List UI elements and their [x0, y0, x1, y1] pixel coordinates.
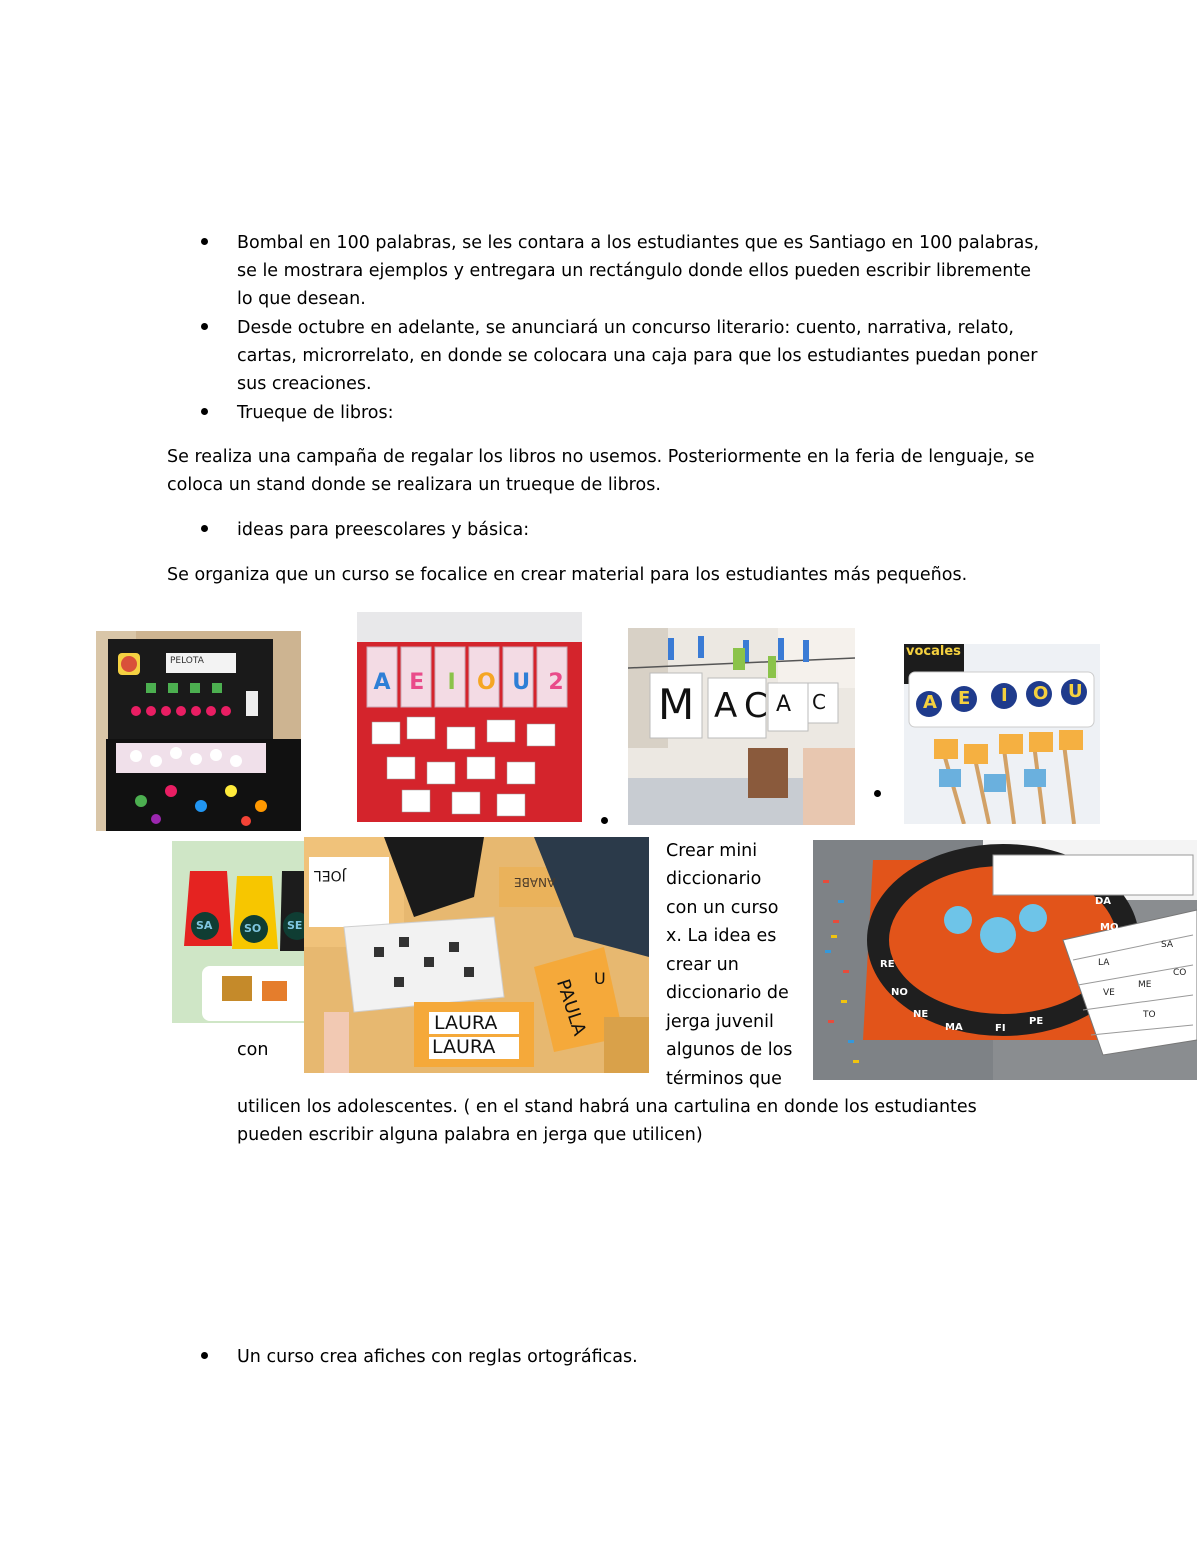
syllable-mo: MO: [1100, 922, 1119, 933]
card-laura-2: LAURA: [432, 1036, 496, 1058]
syllable-pe: PE: [1029, 1016, 1044, 1027]
card-syllable-sa: SA: [1161, 940, 1174, 950]
item-2-line-3: sus creaciones.: [237, 374, 372, 394]
photo-clothesline-letters: [628, 628, 855, 825]
line-letter-c2: C: [812, 690, 826, 714]
bullet-photo-a: [601, 817, 608, 824]
item-2-line-1: Desde octubre en adelante, se anunciará un concurso literario: cuento, narrativa, relato,: [237, 318, 1014, 338]
paragraph-1-line-2: coloca un stand donde se realizara un trueque de libros.: [167, 475, 661, 495]
card-syllable-to: TO: [1143, 1010, 1156, 1020]
card-u: U: [594, 969, 606, 988]
cup-label-se: SE: [287, 919, 303, 932]
item-3: Trueque de libros:: [237, 403, 394, 423]
cup-label-sa: SA: [196, 919, 213, 932]
bullet-4: [201, 525, 208, 532]
carton-letter-extra: 2: [548, 670, 564, 695]
line-letter-a2: A: [776, 692, 792, 717]
dict-line-8: algunos de los: [666, 1040, 793, 1060]
dict-line-9: términos que: [666, 1069, 782, 1089]
syllable-da: DA: [1095, 896, 1112, 907]
card-paula: PAULA: [552, 976, 590, 1039]
dict-line-6: diccionario de: [666, 983, 789, 1003]
item-5: Un curso crea afiches con reglas ortográficas.: [237, 1347, 638, 1367]
photo-name-cards: [304, 837, 649, 1073]
dict-tail-line-2: pueden escribir alguna palabra en jerga que utilicen): [237, 1125, 703, 1145]
item-4: ideas para preescolares y básica:: [237, 520, 530, 540]
cup-label-so: SO: [244, 922, 262, 935]
card-anabe: ANABE: [514, 875, 556, 889]
line-letter-a: A: [714, 686, 738, 726]
carton-letter-e: E: [409, 670, 425, 695]
dict-con: con: [237, 1040, 269, 1060]
card-laura-1: LAURA: [434, 1012, 498, 1034]
card-joel: JOEL: [314, 867, 346, 883]
card-syllable-co: CO: [1173, 968, 1187, 978]
photo-vowel-cartons: [357, 612, 582, 822]
item-1-line-1: Bombal en 100 palabras, se les contara a los estudiantes que es Santiago en 100 palabras,: [237, 233, 1040, 253]
paragraph-2: Se organiza que un curso se focalice en crear material para los estudiantes más pequeños.: [167, 565, 968, 585]
photo-syllable-cups: [172, 841, 307, 1023]
item-1-line-3: lo que desean.: [237, 289, 366, 309]
bullet-photo-b: [874, 790, 881, 797]
vocal-u: U: [1068, 681, 1083, 702]
carton-letter-u: U: [512, 670, 531, 695]
card-syllable-ve: VE: [1103, 988, 1115, 998]
bullet-3: [201, 408, 208, 415]
dict-line-2: diccionario: [666, 869, 762, 889]
box-label: PELOTA: [170, 656, 204, 666]
dict-line-7: jerga juvenil: [666, 1012, 774, 1032]
line-letter-c: C: [744, 686, 768, 726]
dict-line-5: crear un: [666, 955, 739, 975]
dict-line-3: con un curso: [666, 898, 779, 918]
carton-letter-o: O: [477, 670, 496, 695]
vocal-a: A: [923, 692, 937, 713]
syllable-fi: FI: [995, 1023, 1006, 1034]
syllable-no: NO: [891, 987, 908, 998]
syllable-ne: NE: [913, 1009, 929, 1020]
dict-line-1: Crear mini: [666, 841, 758, 861]
photo-vocales-sticks: [904, 644, 1100, 824]
item-2-line-2: cartas, microrrelato, en donde se colocara una caja para que los estudiantes puedan poner: [237, 346, 1038, 366]
item-1-line-2: se le mostrara ejemplos y entregara un rectángulo donde ellos pueden escribir libremente: [237, 261, 1032, 281]
syllable-ma: MA: [945, 1022, 963, 1033]
bullet-5: [201, 1352, 208, 1359]
bullet-2: [201, 323, 208, 330]
carton-letter-i: I: [447, 670, 456, 695]
carton-letter-a: A: [373, 670, 391, 695]
vocales-title: vocales: [906, 644, 961, 659]
bullet-1: [201, 238, 208, 245]
line-letter-m: M: [658, 680, 695, 729]
photo-letter-box: [96, 631, 301, 831]
syllable-re: RE: [880, 959, 895, 970]
photo-syllable-spinner: [813, 840, 1197, 1080]
paragraph-1-line-1: Se realiza una campaña de regalar los libros no usemos. Posteriormente en la feria de lenguaje, se: [167, 447, 1035, 467]
vocal-i: I: [1001, 685, 1008, 706]
dict-line-4: x. La idea es: [666, 926, 777, 946]
vocal-e: E: [958, 688, 971, 709]
vocal-o: O: [1033, 683, 1049, 704]
dict-tail-line-1: utilicen los adolescentes. ( en el stand habrá una cartulina en donde los estudiantes: [237, 1097, 977, 1117]
card-syllable-la: LA: [1098, 958, 1110, 968]
card-syllable-me: ME: [1138, 980, 1152, 990]
